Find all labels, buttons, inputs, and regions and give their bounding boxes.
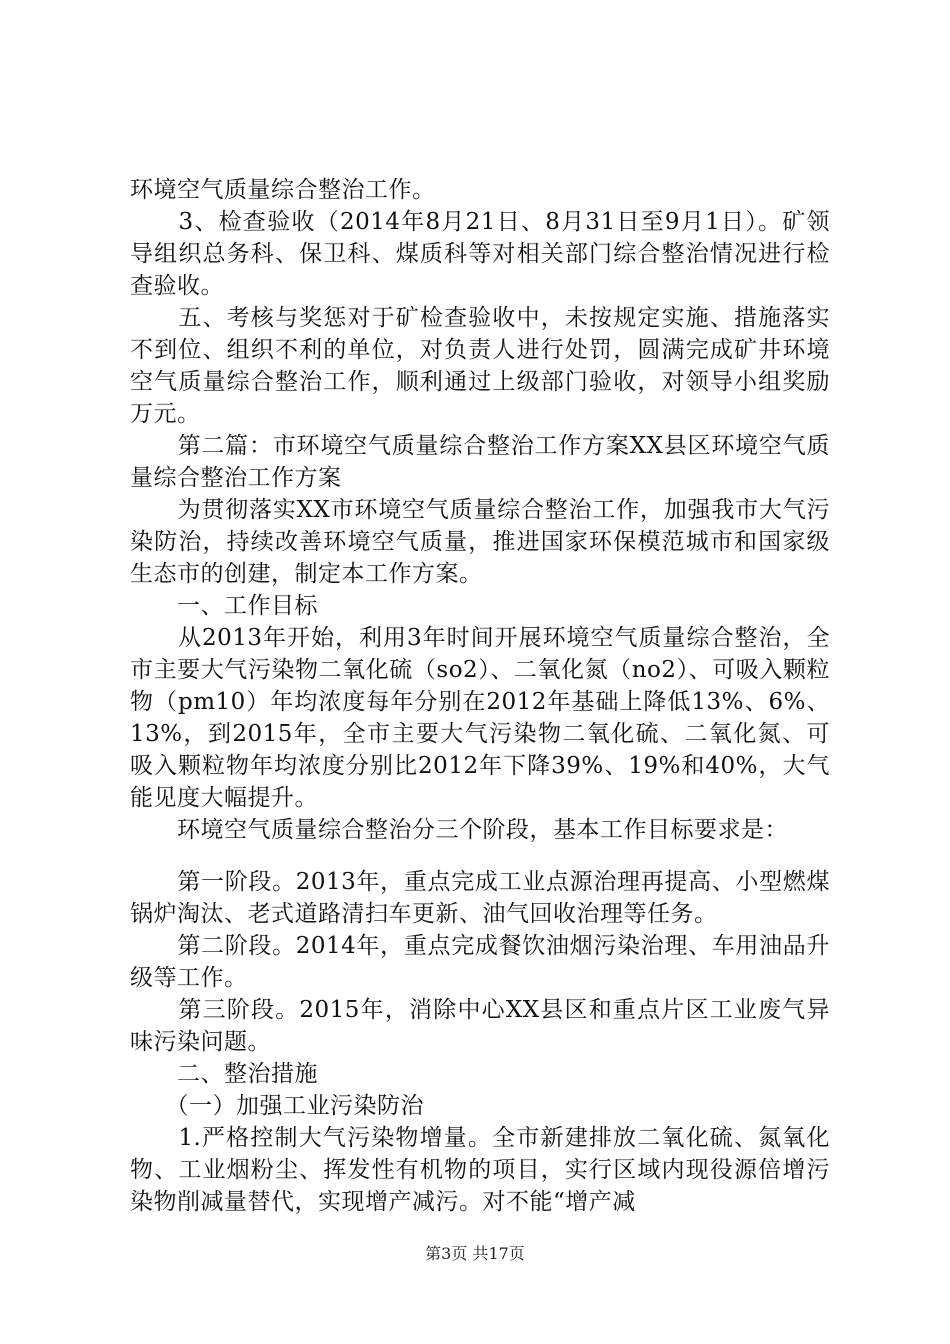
paragraph: 从2013年开始，利用3年时间开展环境空气质量综合整治，全市主要大气污染物二氧化硫（so2）、二氧化氮（no2）、可吸入颗粒物（pm10）年均浓度每年分别在2012年基础上降低13%、6%、13%，到2015年，全市主要大气污染物二氧化硫、二氧化氮、可吸入颗粒物年均浓度分别比2012年下降39%、19%和40%，大气能见度大幅提升。 [130,625,830,811]
paragraph: 3、检查验收（2014年8月21日、8月31日至9月1日）。矿领导组织总务科、保卫科、煤质科等对相关部门综合整治情况进行检查验收。 [130,209,830,299]
paragraph: 第一阶段。2013年，重点完成工业点源治理再提高、小型燃煤锅炉淘汰、老式道路清扫车更新、油气回收治理等任务。 [130,869,830,927]
page-number-footer: 第3页 共17页 [425,1244,525,1263]
section-heading: 二、整治措施 [130,1061,318,1087]
paragraph: 第二阶段。2014年，重点完成餐饮油烟污染治理、车用油品升级等工作。 [130,933,830,991]
paragraph: 环境空气质量综合整治分三个阶段，基本工作目标要求是： [130,817,788,843]
document-body [130,174,830,1218]
paragraph: 1.严格控制大气污染物增量。全市新建排放二氧化硫、氮氧化物、工业烟粉尘、挥发性有机物的项目，实行区域内现役源倍增污染物削减量替代，实现增产减污。对不能“增产减 [130,1125,830,1215]
subsection-heading: （一）加强工业污染防治 [130,1093,424,1119]
paragraph: 第三阶段。2015年，消除中心XX县区和重点片区工业废气异味污染问题。 [130,997,830,1055]
paragraph: 环境空气质量综合整治工作。 [130,177,436,203]
paragraph-gap [130,846,830,866]
paragraph: 第二篇：市环境空气质量综合整治工作方案XX县区环境空气质量综合整治工作方案 [130,433,830,491]
section-heading: 一、工作目标 [130,593,318,619]
paragraph: 五、考核与奖惩对于矿检查验收中，未按规定实施、措施落实不到位、组织不利的单位，对负责人进行处罚，圆满完成矿井环境空气质量综合整治工作，顺利通过上级部门验收，对领导小组奖励万元。 [130,305,830,427]
paragraph: 为贯彻落实XX市环境空气质量综合整治工作，加强我市大气污染防治，持续改善环境空气质量，推进国家环保模范城市和国家级生态市的创建，制定本工作方案。 [130,497,830,587]
